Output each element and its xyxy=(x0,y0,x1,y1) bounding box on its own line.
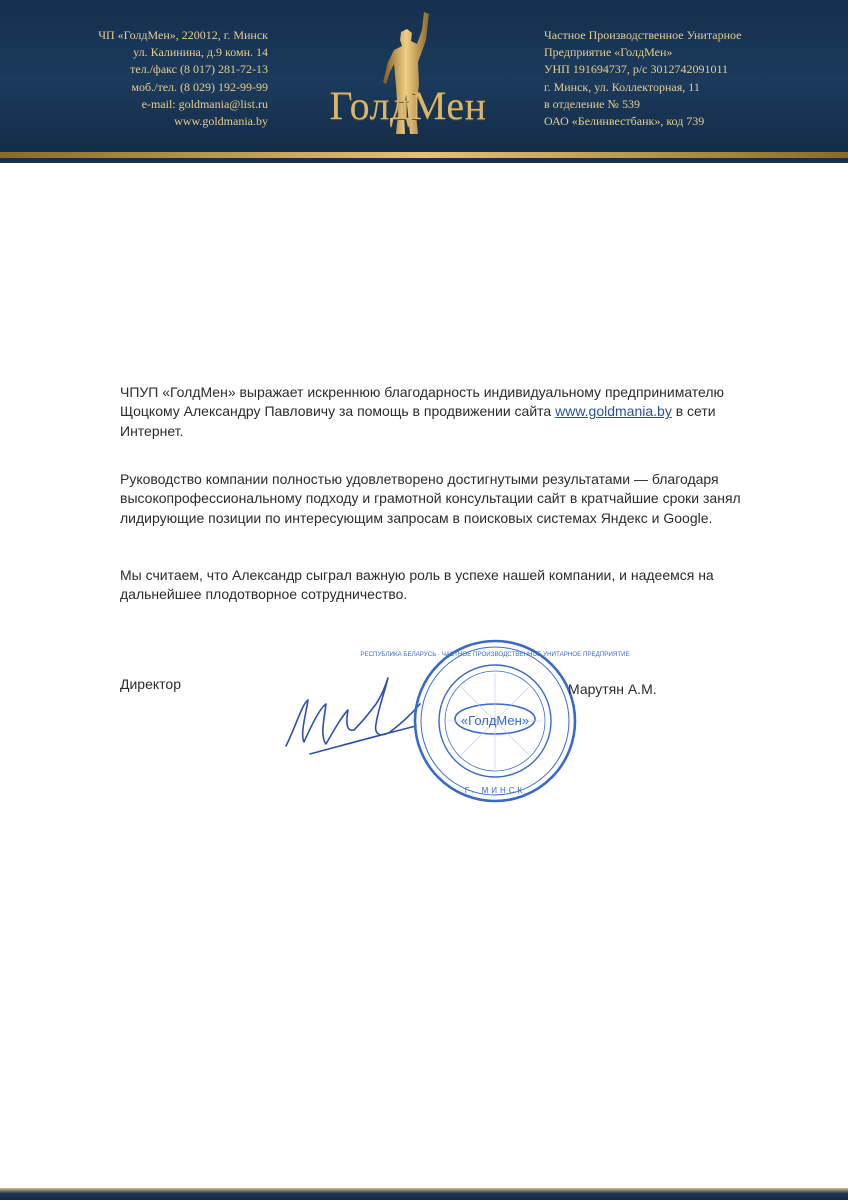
seal-center-text: «ГолдМен» xyxy=(460,713,530,728)
text-fragment: в сети xyxy=(671,403,716,420)
letterhead-under-rule xyxy=(0,158,848,163)
signer-role: Директор xyxy=(120,676,181,692)
letterhead-requisites xyxy=(544,27,741,130)
contact-line: e-mail: goldmania@list.ru xyxy=(141,96,268,111)
text-line: ЧПУП «ГолдМен» выражает искреннюю благодарность индивидуальному предпринимателю xyxy=(120,384,725,400)
letter-paragraph-1 xyxy=(120,383,760,441)
letterhead-contacts xyxy=(98,27,268,130)
signer-name: Марутян А.М. xyxy=(568,681,657,697)
seal-bottom-text: Г. МИНСК xyxy=(464,786,526,795)
text-line: лидирующие позиции по интересующим запросам в поисковых системах Яндекс и Google. xyxy=(120,509,713,526)
requisites-line: Частное Производственное Унитарное xyxy=(544,28,742,42)
footer-rule xyxy=(0,1188,848,1200)
contact-line: тел./факс (8 017) 281-72-13 xyxy=(130,62,268,77)
letter-paragraph-3 xyxy=(120,566,760,605)
text-line: дальнейшее плодотворное сотрудничество. xyxy=(120,586,408,603)
brand-logo-text: ГолдМен xyxy=(329,83,487,128)
text-line xyxy=(120,402,760,421)
requisites-line: в отделение № 539 xyxy=(544,96,640,111)
website-link[interactable]: www.goldmania.by xyxy=(555,403,672,420)
contact-line: моб./тел. (8 029) 192-99-99 xyxy=(131,79,268,94)
handwritten-signature xyxy=(280,664,430,764)
text-line: Интернет. xyxy=(120,422,184,439)
requisites-line: ОАО «Белинвестбанк», код 739 xyxy=(544,114,705,129)
letterhead-band xyxy=(0,0,848,152)
requisites-line: УНП 191694737, р/с 3012742091011 xyxy=(544,62,729,77)
contact-line: ул. Калинина, д.9 комн. 14 xyxy=(133,45,268,60)
text-fragment: Щоцкому Александру Павловичу за помощь в продвижении сайта xyxy=(120,403,556,420)
text-line: Мы считаем, что Александр сыграл важную роль в успехе нашей компании, и надеемся на xyxy=(120,567,714,583)
text-line: Руководство компании полностью удовлетворено достигнутыми результатами — благодаря xyxy=(120,471,719,487)
contact-line: www.goldmania.by xyxy=(174,114,268,129)
letter-paragraph-2 xyxy=(120,470,760,528)
seal-outer-text: РЕСПУБЛИКА БЕЛАРУСЬ · ЧАСТНОЕ ПРОИЗВОДСТВЕННОЕ УНИТАРНОЕ ПРЕДПРИЯТИЕ xyxy=(360,651,630,658)
requisites-line: Предприятие «ГолдМен» xyxy=(544,45,673,60)
text-line: высокопрофессиональному подходу и грамотной консультации сайт в кратчайшие сроки занял xyxy=(120,490,741,507)
contact-line: ЧП «ГолдМен», 220012, г. Минск xyxy=(98,28,268,42)
requisites-line: г. Минск, ул. Коллекторная, 11 xyxy=(544,79,700,94)
